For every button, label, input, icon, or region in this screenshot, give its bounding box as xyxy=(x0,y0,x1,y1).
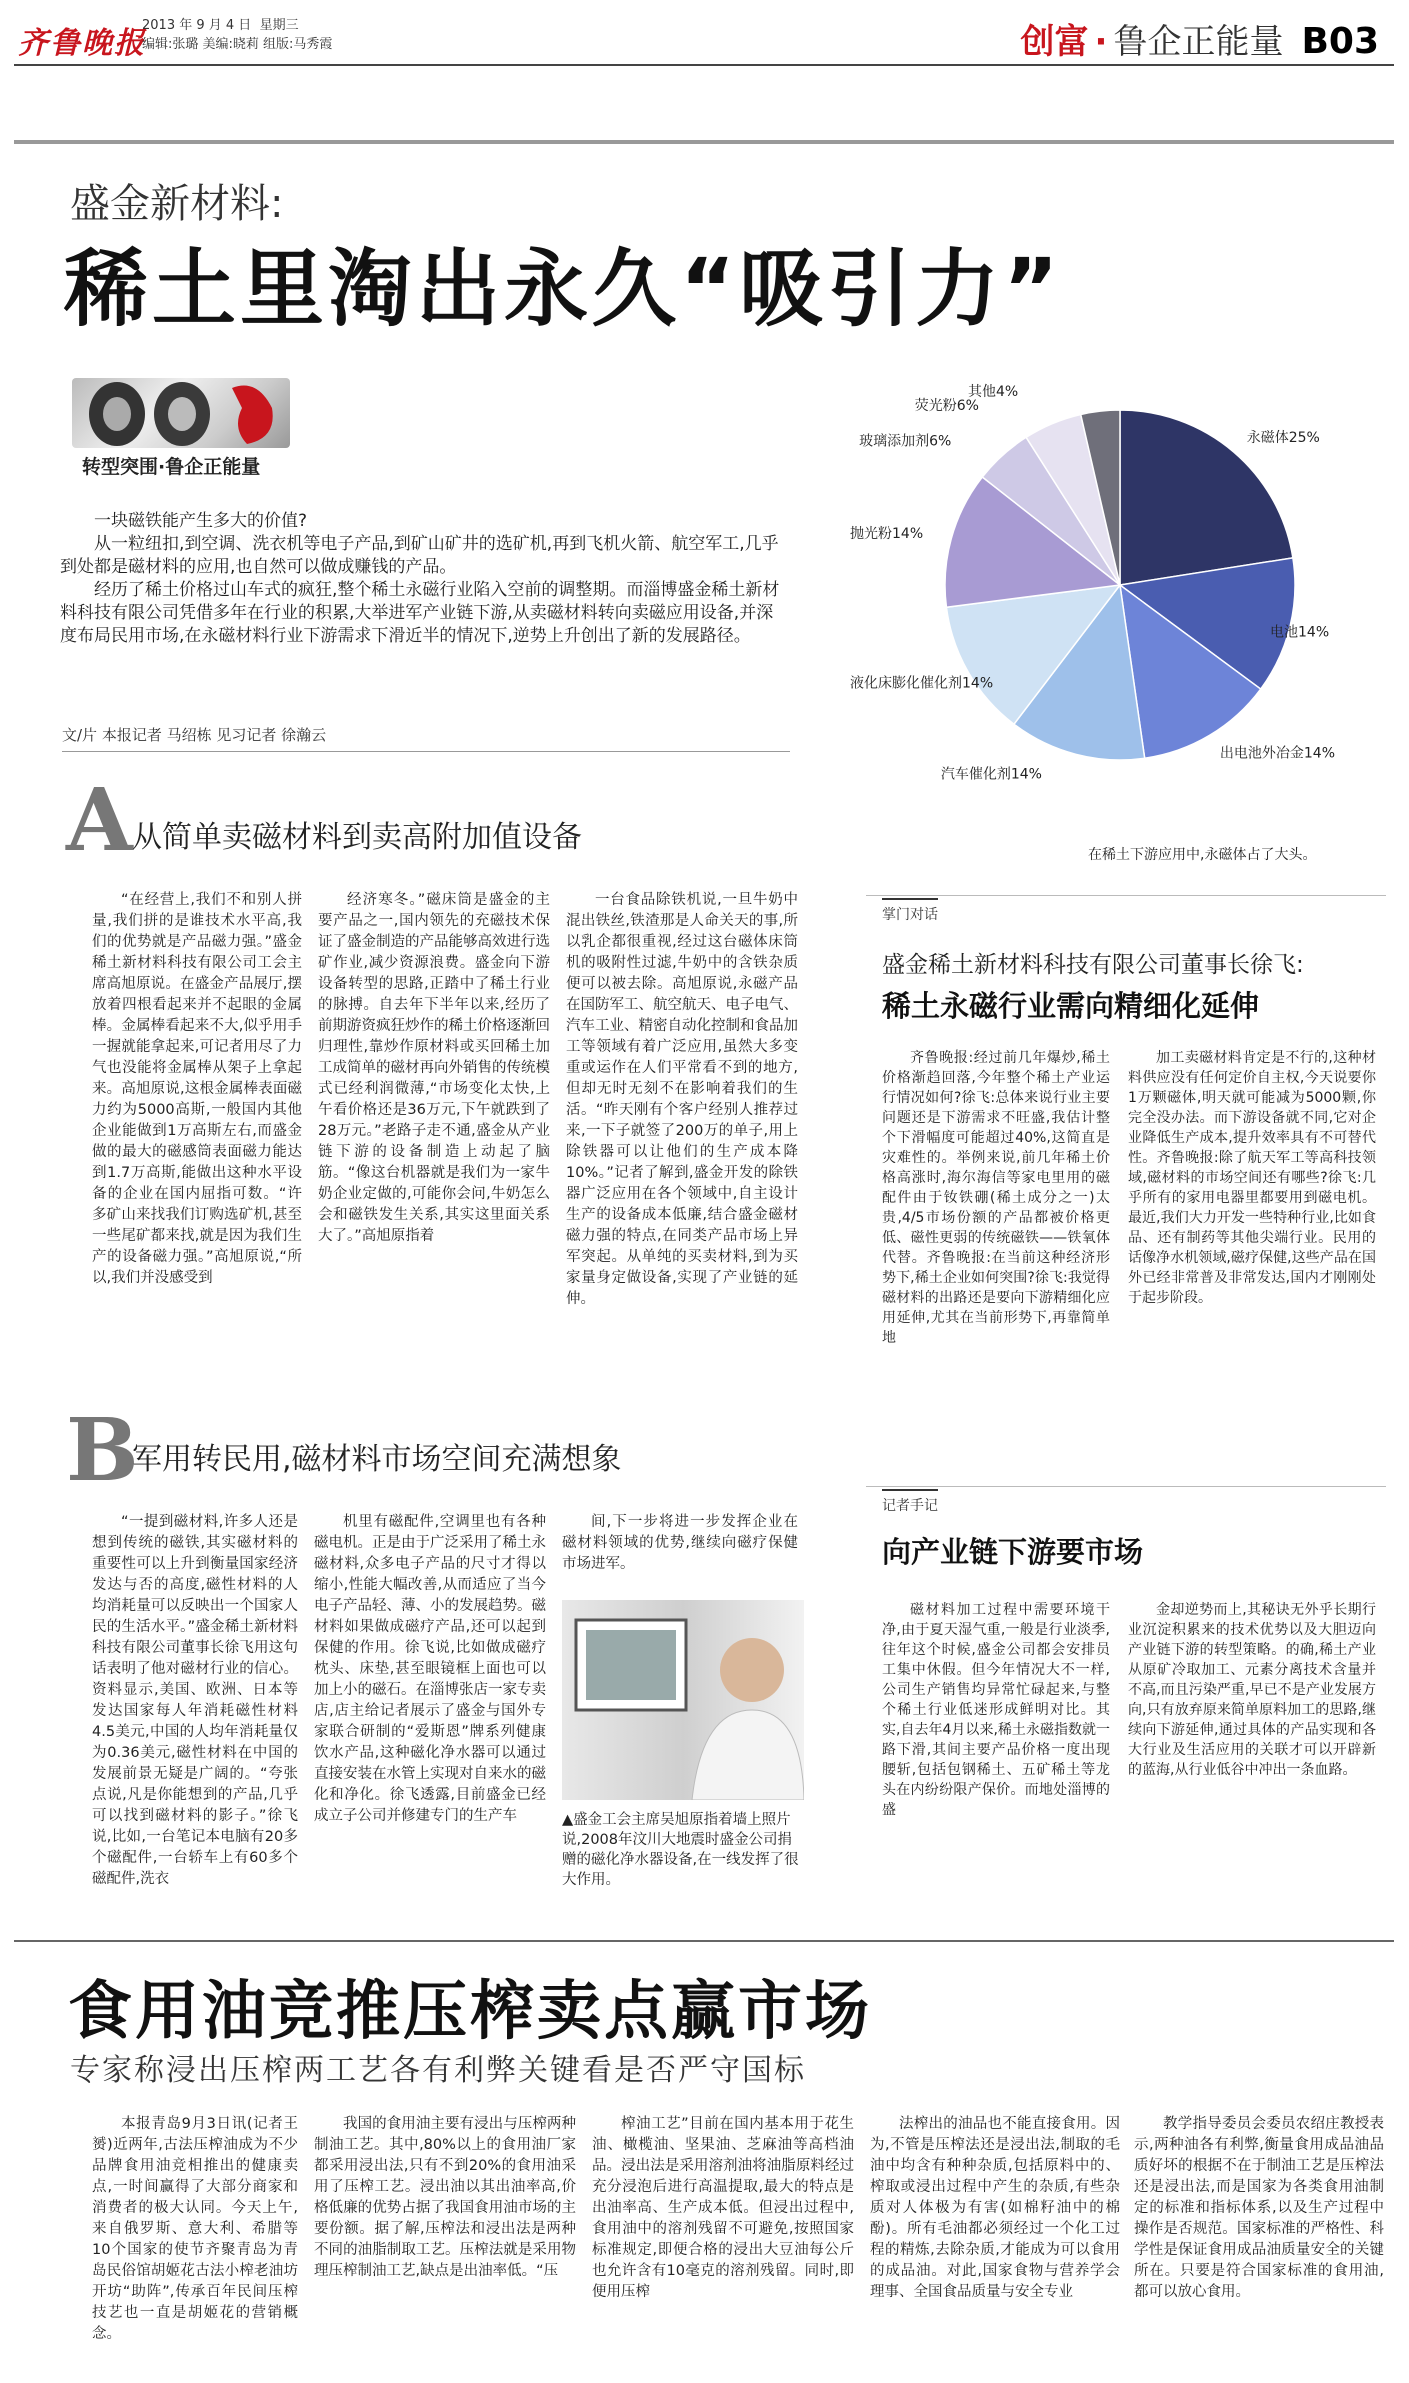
section-b-text-3: 间,下一步将进一步发挥企业在磁材料领域的优势,继续向磁疗保健市场进军。 xyxy=(562,1514,798,1572)
section-b-text-1: “一提到磁材料,许多人还是想到传统的磁铁,其实磁材料的重要性可以上升到衡量国家经济发达与否的高度,磁性材料的人均消耗量可以反映出一个国家人民的生活水平。”盛金稀土新材料科技有限公司董事长徐飞用这句话表明了他对磁材行业的信心。资料显示,美国、欧洲、日本等发达国家每人年消耗磁性材料4.5美元,中国的人均年消耗量仅为0.36美元,磁性材料在中国的发展前景无疑是广阔的。“夸张点说,凡是你能想到的产品,几乎可以找到磁材料的影子。”徐飞说,比如,一台笔记本电脑有20多个磁配件,一台轿车上有60多个磁配件,洗衣 xyxy=(92,1514,298,1887)
header-meta xyxy=(142,16,332,54)
section-a-text-3: 一台食品除铁机说,一旦牛奶中混出铁丝,铁渣那是人命关天的事,所以乳企都很重视,经过这台磁体床筒机的吸附性过滤,牛奶中的含铁杂质便可以被去除。高旭原说,永磁产品在国防军工、航空航天、电子电气、汽车工业、精密自动化控制和食品加工等领域有着广泛应用,虽然大多变重或运作在人们平常看不到的地方,但却无时无刻不在影响着我们的生活。“昨天刚有个客户经别人推荐过来,一下子就签了200万的单子,用上除铁器可以让他们的生产成本降10%。”记者了解到,盛金开发的除铁器广泛应用在各个领域中,自主设计生产的设备成本低廉,结合盛金磁材磁力强的特点,在同类产品市场上异军突起。从单纯的买卖材料,到为买家量身定做设备,实现了产业链的延伸。 xyxy=(566,892,798,1307)
section-a-text-1: “在经营上,我们不和别人拼量,我们拼的是谁技术水平高,我们的优势就是产品磁力强。”盛金稀土新材料科技有限公司工会主席高旭原说。在盛金产品展厅,摆放着四根看起来并不起眼的金属棒。金属棒看起来不大,似乎用手一握就能拿起来,可记者用尽了力气也没能将金属棒从架子上拿起来。高旭原说,这根金属棒表面磁力约为5000高斯,一般国内其他企业能做到1万高斯左右,而盛金做的最大的磁感筒表面磁力能达到1.7万高斯,能做出这种水平设备的企业在国内屈指可数。“许多矿山来找我们订购选矿机,甚至一些尾矿都来找,就是因为我们生产的设备磁力强。”高旭原说,“所以,我们并没感受到 xyxy=(92,892,302,1286)
food-col-3 xyxy=(592,2114,854,2303)
interview-text-1: 齐鲁晚报:经过前几年爆炒,稀土价格渐趋回落,今年整个稀土产业运行情况如何?徐飞:总体来说行业主要问题还是下游需求不旺盛,我估计整个下滑幅度可能超过40%,这简直是灾难性的。举例来说,前几年稀土价格高涨时,海尔海信等家电里用的磁配件由于钕铁硼(稀土成分之一)太贵,4/5市场份额的产品都被价格更低、磁性更弱的传统磁铁——铁氧体代替。齐鲁晚报:在当前这种经济形势下,稀土企业如何突围?徐飞:我觉得磁材料的出路还是要向下游精细化应用延伸,尤其在当前形势下,再靠简单地 xyxy=(882,1050,1110,1346)
editor-credits: 编辑:张璐 美编:晓莉 组版:马秀霞 xyxy=(142,37,333,52)
section-b-col-1 xyxy=(92,1512,298,1890)
article-kicker: 盛金新材料: xyxy=(70,181,284,227)
section-a-letter: A xyxy=(66,770,133,871)
notes-title: 向产业链下游要市场 xyxy=(882,1535,1144,1569)
pie-slice-label: 荧光粉6% xyxy=(914,398,979,415)
interview-col-1 xyxy=(882,1048,1110,1348)
food-text-3: 榨油工艺”目前在国内基本用于花生油、橄榄油、坚果油、芝麻油等高档油品。浸出法是采用溶剂油将油脂原料经过充分浸泡后进行高温提取,最大的特点是出油率高、生产成本低。但浸出过程中,食用油中的溶剂残留不可避免,按照国家标准规定,即便合格的浸出大豆油每公斤也允许含有10毫克的溶剂残留。同时,即便用压榨 xyxy=(592,2116,854,2300)
page-section-head xyxy=(1021,14,1379,63)
food-text-5: 教学指导委员会委员农绍庄教授表示,两种油各有利弊,衡量食用成品油品质好坏的根据不在于制油工艺是压榨法还是浸出法,而是国家为各类食用油制定的标准和指标体系,以及生产过程中操作是否规范。国家标准的严格性、科学性是保证食用成品油质量安全的关键所在。只要是符合国家标准的食用油,都可以放心食用。 xyxy=(1134,2116,1384,2300)
lead-question: 一块磁铁能产生多大的价值? xyxy=(94,511,308,531)
section-a-col-3 xyxy=(566,890,798,1310)
notes-label: 记者手记 xyxy=(882,1489,938,1515)
section-rule xyxy=(14,140,1394,144)
interview-col-2 xyxy=(1128,1048,1376,1308)
section-a-heading: 从简单卖磁材料到卖高附加值设备 xyxy=(132,820,582,855)
lead-para-2: 经历了稀土价格过山车式的疯狂,整个稀土永磁行业陷入空前的调整期。而淄博盛金稀土新材料科技有限公司凭借多年在行业的积累,大举进军产业链下游,从卖磁材料转向卖磁应用设备,并深度布局民用市场,在永磁材料行业下游需求下滑近半的情况下,逆势上升创出了新的发展路径。 xyxy=(60,580,780,646)
byline: 文/片 本报记者 马绍栋 见习记者 徐瀚云 xyxy=(62,724,790,752)
interview-title: 稀土永磁行业需向精细化延伸 xyxy=(882,989,1260,1023)
section-a-col-1 xyxy=(92,890,302,1289)
page-number: B03 xyxy=(1301,21,1379,62)
photo-caption: ▲盛金工会主席吴旭原指着墙上照片说,2008年汶川大地震时盛金公司捐赠的磁化净水器设备,在一线发挥了很大作用。 xyxy=(562,1812,799,1888)
food-col-4 xyxy=(870,2114,1120,2303)
issue-date: 2013 年 9 月 4 日 xyxy=(142,18,252,33)
food-col-1 xyxy=(92,2114,298,2345)
pie-slice-label: 汽车催化剂14% xyxy=(940,766,1042,783)
food-text-2: 我国的食用油主要有浸出与压榨两种制油工艺。其中,80%以上的食用油厂家都采用浸出法,只有不到20%的食用油采用了压榨工艺。浸出油以其出油率高,价格低廉的优势占据了我国食用油市场的主要份额。据了解,压榨法和浸出法是两种不同的油脂制取工艺。压榨法就是采用物理压榨制油工艺,缺点是出油率低。“压 xyxy=(314,2116,576,2279)
section-b-text-2: 机里有磁配件,空调里也有各种磁电机。正是由于广泛采用了稀土永磁材料,众多电子产品的尺寸才得以缩小,性能大幅改善,从而适应了当今电子产品轻、薄、小的发展趋势。磁材料如果做成磁疗产品,还可以起到保健的作用。徐飞说,比如做成磁疗枕头、床垫,甚至眼镜框上面也可以加上小的磁石。在淄博张店一家专卖店,店主给记者展示了盛金与国外专家联合研制的“爱斯恩”牌系列健康饮水产品,这种磁化净水器可以通过直接安装在水管上实现对自来水的磁化和净化。徐飞透露,目前盛金已经成立子公司并修建专门的生产车 xyxy=(314,1514,546,1824)
section-b-col-3 xyxy=(562,1512,798,1575)
article-title: 稀土里淘出永久“吸引力” xyxy=(64,240,1063,338)
pie-slice-label: 玻璃添加剂6% xyxy=(859,433,952,450)
section-a-text-2: 经济寒冬。”磁床筒是盛金的主要产品之一,国内领先的充磁技术保证了盛金制造的产品能够高效进行选矿作业,减少资源浪费。盛金向下游设备转型的思路,正踏中了稀土行业的脉搏。自去年下半年以来,经历了前期游资疯狂炒作的稀土价格逐渐回归理性,靠炒作原材料或买回稀土加工成简单的磁材再向外销售的传统模式已经利润微薄,“市场变化太快,上午看价格还是36万元,下午就跌到了28万元。”老路子走不通,盛金从产业链下游的设备制造上动起了脑筋。“像这台机器就是我们为一家牛奶企业定做的,可能你会问,牛奶怎么会和磁铁发生关系,其实这里面关系大了。”高旭原指着 xyxy=(318,892,550,1244)
series-badge: 转型突围·鲁企正能量 xyxy=(82,456,261,478)
food-text-4: 法榨出的油品也不能直接食用。因为,不管是压榨法还是浸出法,制取的毛油中均含有种种杂质,包括原料中的、榨取或浸出过程中产生的杂质,有些杂质对人体极为有害(如棉籽油中的棉酚)。所有毛油都必须经过一个化工过程的精炼,去除杂质,才能成为可以食用的成品油。对此,国家食物与营养学会理事、全国食品质量与安全专业 xyxy=(870,2116,1120,2300)
chart-caption: 在稀土下游应用中,永磁体占了大头。 xyxy=(1088,847,1317,863)
article-lead xyxy=(60,510,790,648)
interview-photo xyxy=(562,1600,804,1800)
interview-text-2: 加工卖磁材料肯定是不行的,这种材料供应没有任何定价自主权,今天说要你1万颗磁体,明天就可能减为5000颗,你完全没办法。而下游设备就不同,它对企业降低生产成本,提升效率具有不可替代性。齐鲁晚报:除了航天军工等高科技领域,磁材料的市场空间还有哪些?徐飞:几乎所有的家用电器里都要用到磁电机。最近,我们大力开发一些特种行业,比如食品、还有制药等其他尖端行业。民用的话像净水机领域,磁疗保健,这些产品在国外已经非常普及非常发达,国内才刚刚处于起步阶段。 xyxy=(1128,1050,1376,1306)
pie-chart xyxy=(850,370,1390,840)
tire-photo xyxy=(72,378,290,448)
notes-col-2 xyxy=(1128,1600,1376,1780)
pie-slice-label: 永磁体25% xyxy=(1246,429,1320,446)
notes-top-rule xyxy=(866,1486,1386,1487)
pie-slice-label: 抛光粉14% xyxy=(850,526,924,543)
header-rule xyxy=(14,64,1394,66)
notes-col-1 xyxy=(882,1600,1110,1820)
section-b-letter: B xyxy=(66,1400,139,1501)
lead-para-1: 从一粒纽扣,到空调、洗衣机等电子产品,到矿山矿井的选矿机,再到飞机火箭、航空军工,几乎到处都是磁材料的应用,也自然可以做成赚钱的产品。 xyxy=(60,534,779,577)
masthead-logo: 齐鲁晚报 xyxy=(18,26,146,61)
section-b-col-2 xyxy=(314,1512,546,1827)
food-top-rule xyxy=(14,1940,1394,1942)
section-a-col-2 xyxy=(318,890,550,1247)
pie-slice-label: 出电池外冶金14% xyxy=(1219,745,1336,762)
food-col-5 xyxy=(1134,2114,1384,2303)
food-title: 食用油竞推压榨卖点赢市场 xyxy=(68,1975,872,2049)
interview-label: 掌门对话 xyxy=(882,898,938,924)
interview-speaker: 盛金稀土新材料科技有限公司董事长徐飞: xyxy=(882,952,1304,978)
issue-weekday: 星期三 xyxy=(259,18,299,33)
pie-chart-svg xyxy=(850,370,1390,840)
interview-top-rule xyxy=(866,895,1386,896)
section-name: 鲁企正能量 xyxy=(1113,22,1284,62)
notes-text-2: 金却逆势而上,其秘诀无外乎长期行业沉淀积累来的技术优势以及大胆迈向产业链下游的转型策略。的确,稀土产业从原矿冷取加工、元素分离技术含量并不高,而且污染严重,早已不是产业发展方向,只有放弃原来简单原料加工的思路,继续向下游延伸,通过具体的产品实现和各大行业及生活应用的关联才可以开辟新的蓝海,从行业低谷中冲出一条血路。 xyxy=(1128,1602,1376,1778)
food-col-2 xyxy=(314,2114,576,2282)
section-red-label: 创富 xyxy=(1020,22,1089,62)
food-subtitle: 专家称浸出压榨两工艺各有利弊关键看是否严守国标 xyxy=(70,2053,806,2088)
notes-text-1: 磁材料加工过程中需要环境干净,由于夏天湿气重,一般是行业淡季,往年这个时候,盛金公司都会安排员工集中休假。但今年情况大不一样,公司生产销售均异常忙碌起来,与整个稀土行业低迷形成鲜明对比。其实,自去年4月以来,稀土永磁指数就一路下滑,其间主要产品价格一度出现腰斩,包括包钢稀土、五矿稀土等龙头在内纷纷限产保价。而地处淄博的盛 xyxy=(882,1602,1110,1818)
pie-slice-label: 液化床膨化催化剂14% xyxy=(850,675,994,692)
section-dot: · xyxy=(1094,22,1108,62)
food-text-1: 本报青岛9月3日讯(记者王赟)近两年,古法压榨油成为不少品牌食用油竞相推出的健康卖点,一时间赢得了大部分商家和消费者的极大认同。今天上午,来自俄罗斯、意大利、希腊等10个国家的使节齐聚青岛为青岛民俗馆胡姬花古法小榨老油坊开坊“助阵”,传承百年民间压榨技艺也一直是胡姬花的营销概念。 xyxy=(92,2116,298,2342)
pie-slice-label: 其他4% xyxy=(967,384,1019,401)
section-b-heading: 军用转民用,磁材料市场空间充满想象 xyxy=(132,1442,622,1477)
pie-slice-label: 电池14% xyxy=(1270,624,1330,641)
